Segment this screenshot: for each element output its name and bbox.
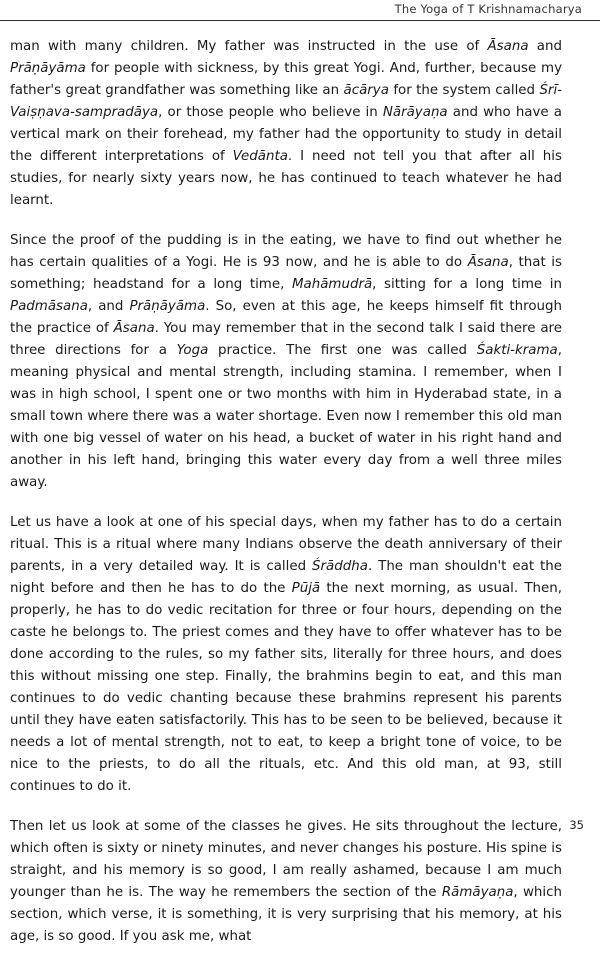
italic-term: Prāṇāyāma bbox=[10, 61, 86, 76]
text-run: Then let us look at some of the classes he gives. He sits throughout the lecture, which often is sixty or ninety minutes, and never changes his posture. His spine is straight, and his memory is so good, I am really ashamed, because I am much younger than he is. The way he remembers the section of the bbox=[10, 819, 562, 900]
italic-term: Vedānta bbox=[232, 149, 288, 164]
italic-term: Āsana bbox=[113, 321, 155, 336]
text-run: Since the proof of the pudding is in the eating, we have to find out whether he has certain qualities of a Yogi. He is 93 now, and he is able to do bbox=[10, 233, 562, 270]
running-head-title: The Yoga of T Krishnamacharya bbox=[394, 2, 582, 16]
italic-term: Padmāsana bbox=[10, 299, 88, 314]
italic-term: ācārya bbox=[343, 83, 389, 98]
italic-term: Āsana bbox=[467, 255, 509, 270]
italic-term: Śrī-Vaiṣṇava-sampradāya bbox=[10, 83, 562, 120]
text-run: practice. The first one was called bbox=[208, 343, 477, 358]
text-run: , that is something; headstand for a long time, bbox=[10, 255, 562, 292]
page-number: 35 bbox=[569, 818, 584, 832]
italic-term: Mahāmudrā bbox=[291, 277, 373, 292]
text-run: , meaning physical and mental strength, including stamina. I remember, when I was in high school, I spent one or two months with him in Hyderabad state, in a small town where there was a water shortage. Even now I remember this old man with one big vessel of water on his head, a bucket of water in his right hand and another in his left hand, bringing this water every day from a well three miles away. bbox=[10, 343, 562, 490]
text-run: and who have a vertical mark on their forehead, my father had the opportunity to study in detail the different interpretations of bbox=[10, 105, 562, 164]
paragraph bbox=[10, 36, 562, 212]
text-run: , and bbox=[87, 299, 130, 314]
text-run: Let us have a look at one of his special days, when my father has to do a certain ritual. This is a ritual where many Indians observe the death anniversary of their parents, in a very detailed way. It is called bbox=[10, 515, 562, 574]
text-run: and bbox=[528, 39, 562, 54]
text-run: . You may remember that in the second talk I said there are three directions for a bbox=[10, 321, 562, 358]
italic-term: Nārāyaṇa bbox=[382, 105, 448, 120]
text-run: . So, even at this age, he keeps himself fit through the practice of bbox=[10, 299, 563, 336]
italic-term: Śakti-krama bbox=[476, 343, 558, 358]
italic-term: Pūjā bbox=[291, 581, 321, 596]
italic-term: Yoga bbox=[176, 343, 209, 358]
body-text bbox=[10, 36, 562, 966]
text-run: . I need not tell you that after all his studies, for nearly sixty years now, he has continued to teach whatever he had learnt. bbox=[10, 149, 562, 208]
running-head bbox=[0, 0, 600, 22]
text-run: for the system called bbox=[388, 83, 540, 98]
text-run: . The man shouldn't eat the night before and then he has to do the bbox=[10, 559, 562, 596]
header-rule bbox=[0, 20, 600, 21]
text-run: for people with sickness, by this great Yogi. And, further, because my father's great grandfather was something like an bbox=[10, 61, 562, 98]
italic-term: Rāmāyaṇa bbox=[441, 885, 514, 900]
text-run: , or those people who believe in bbox=[158, 105, 383, 120]
text-run: , which section, which verse, it is something, it is very surprising that his memory, at his age, is so good. If you ask me, what bbox=[10, 885, 562, 944]
paragraph bbox=[10, 230, 562, 494]
text-run: , sitting for a long time in bbox=[372, 277, 562, 292]
paragraph bbox=[10, 512, 562, 798]
italic-term: Śrāddha bbox=[312, 559, 368, 574]
text-run: man with many children. My father was instructed in the use of bbox=[10, 39, 488, 54]
italic-term: Prāṇāyāma bbox=[129, 299, 206, 314]
text-run: the next morning, as usual. Then, properly, he has to do vedic recitation for three or four hours, depending on the caste he belongs to. The priest comes and they have to offer whatever has to be done according to the rules, so my father sits, literally for three hours, and does this without missing one step. Finally, the brahmins begin to eat, and this man continues to do vedic chanting because these brahmins represent his parents until they have eaten satisfactorily. This has to be seen to be believed, because it needs a lot of mental strength, not to eat, to keep a bright tone of voice, to be nice to the priests, to do all the rituals, etc. And this old man, at 93, still continues to do it. bbox=[10, 581, 562, 794]
paragraph bbox=[10, 816, 562, 948]
italic-term: Āsana bbox=[487, 39, 529, 54]
